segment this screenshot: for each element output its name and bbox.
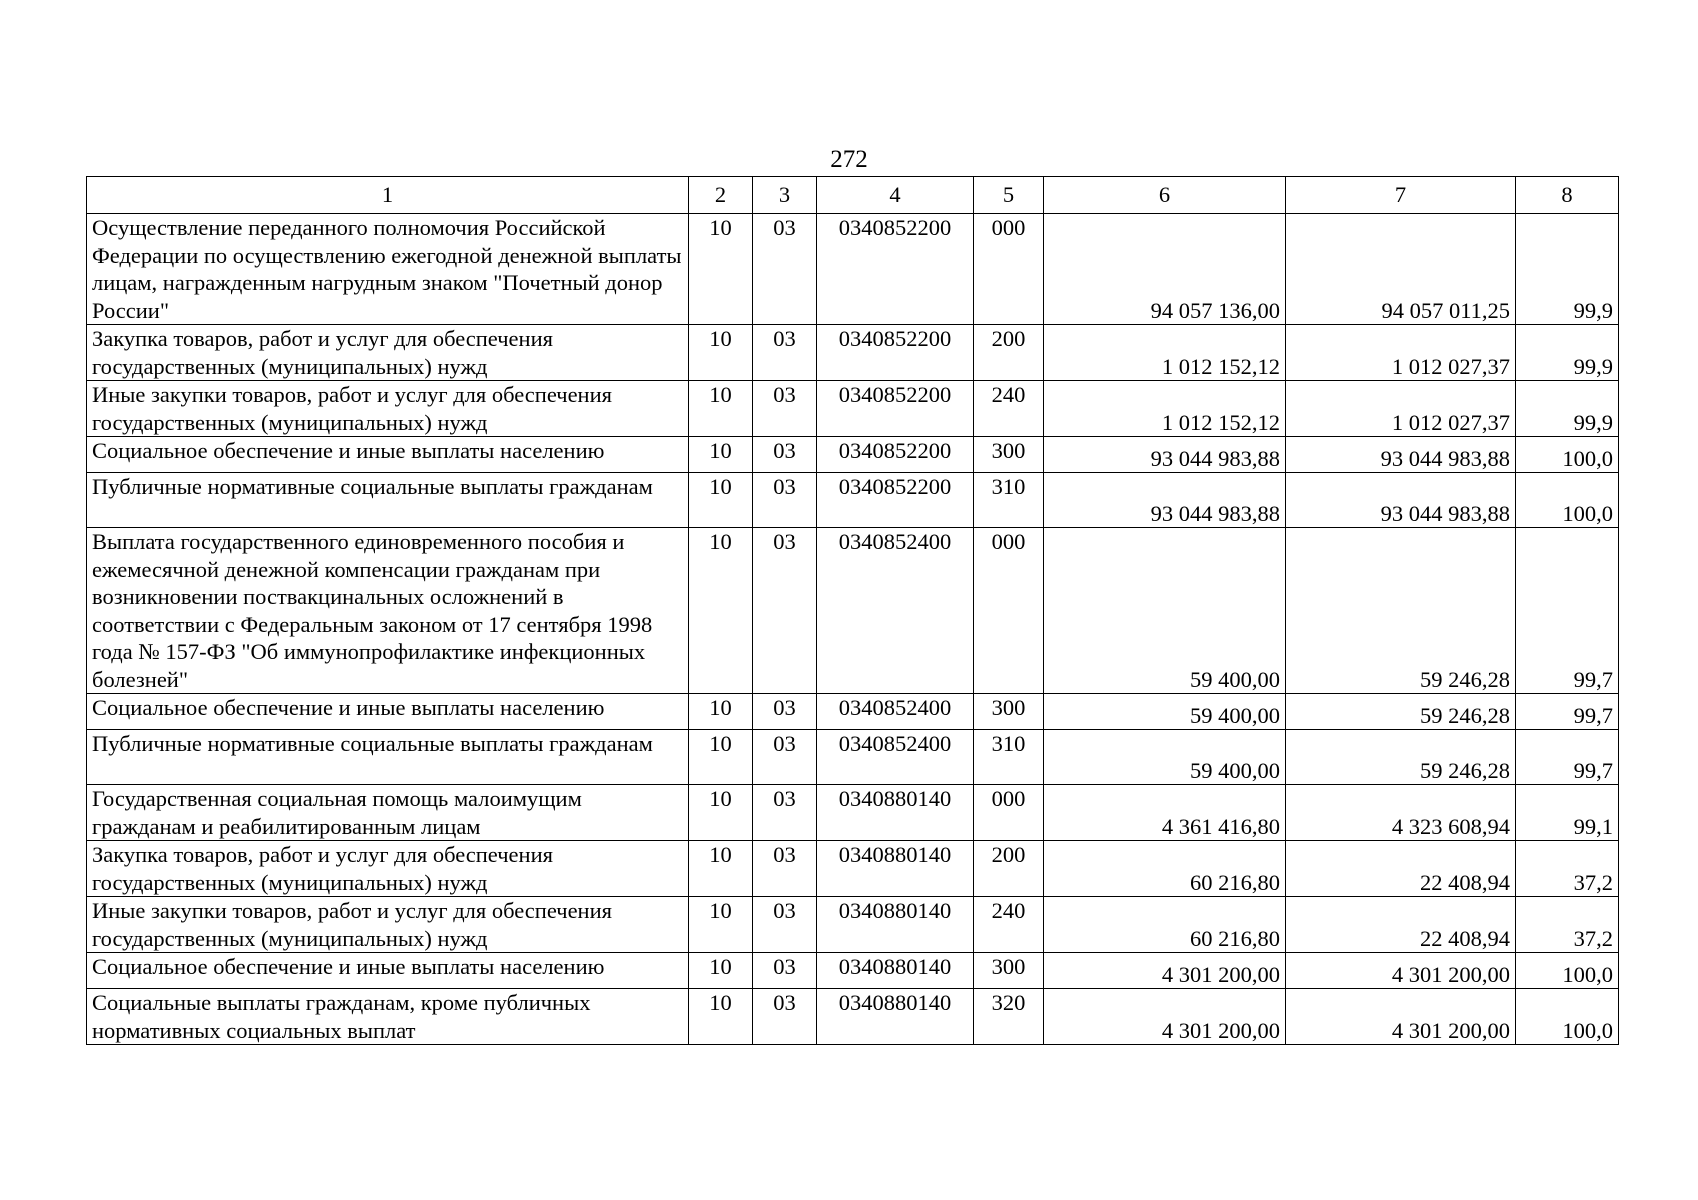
execution-percent-cell: 37,2: [1516, 841, 1619, 897]
section-code-cell: 10: [689, 694, 753, 730]
section-code-cell: 10: [689, 528, 753, 694]
section-code-cell: 10: [689, 730, 753, 785]
target-article-cell: 0340852200: [817, 325, 974, 381]
table-row: [87, 841, 1619, 897]
table-row: [87, 214, 1619, 325]
planned-amount-cell: 59 400,00: [1044, 528, 1286, 694]
execution-percent-cell: 100,0: [1516, 953, 1619, 989]
table-row: [87, 325, 1619, 381]
executed-amount-cell: 22 408,94: [1286, 841, 1516, 897]
subsection-code-cell: 03: [753, 437, 817, 473]
subsection-code-cell: 03: [753, 785, 817, 841]
planned-amount-cell: 4 301 200,00: [1044, 953, 1286, 989]
target-article-cell: 0340852400: [817, 528, 974, 694]
section-code-cell: 10: [689, 214, 753, 325]
expense-type-cell: 310: [974, 730, 1044, 785]
subsection-code-cell: 03: [753, 325, 817, 381]
table-row: [87, 730, 1619, 785]
table-row: [87, 381, 1619, 437]
planned-amount-cell: 4 301 200,00: [1044, 989, 1286, 1045]
execution-percent-cell: 99,9: [1516, 214, 1619, 325]
planned-amount-cell: 60 216,80: [1044, 897, 1286, 953]
executed-amount-cell: 22 408,94: [1286, 897, 1516, 953]
table-row: [87, 473, 1619, 528]
target-article-cell: 0340852200: [817, 381, 974, 437]
section-code-cell: 10: [689, 437, 753, 473]
expense-type-cell: 000: [974, 785, 1044, 841]
column-header: 2: [689, 177, 753, 214]
subsection-code-cell: 03: [753, 694, 817, 730]
expense-type-cell: 200: [974, 841, 1044, 897]
subsection-code-cell: 03: [753, 473, 817, 528]
column-number-row: [87, 177, 1619, 214]
executed-amount-cell: 4 301 200,00: [1286, 989, 1516, 1045]
expense-type-cell: 000: [974, 214, 1044, 325]
table-row: [87, 437, 1619, 473]
section-code-cell: 10: [689, 841, 753, 897]
executed-amount-cell: 94 057 011,25: [1286, 214, 1516, 325]
target-article-cell: 0340880140: [817, 785, 974, 841]
expense-type-cell: 300: [974, 953, 1044, 989]
expense-type-cell: 310: [974, 473, 1044, 528]
subsection-code-cell: 03: [753, 528, 817, 694]
planned-amount-cell: 93 044 983,88: [1044, 437, 1286, 473]
page-number: 272: [830, 146, 868, 173]
expense-type-cell: 240: [974, 381, 1044, 437]
table-row: [87, 953, 1619, 989]
expense-type-cell: 000: [974, 528, 1044, 694]
section-code-cell: 10: [689, 785, 753, 841]
subsection-code-cell: 03: [753, 989, 817, 1045]
section-code-cell: 10: [689, 897, 753, 953]
column-header: 8: [1516, 177, 1619, 214]
target-article-cell: 0340880140: [817, 989, 974, 1045]
section-code-cell: 10: [689, 953, 753, 989]
expense-type-cell: 200: [974, 325, 1044, 381]
executed-amount-cell: 59 246,28: [1286, 730, 1516, 785]
execution-percent-cell: 100,0: [1516, 989, 1619, 1045]
executed-amount-cell: 93 044 983,88: [1286, 473, 1516, 528]
row-name-cell: Иные закупки товаров, работ и услуг для обеспечения государственных (муниципальных) нужд: [87, 381, 689, 437]
column-header: 6: [1044, 177, 1286, 214]
target-article-cell: 0340880140: [817, 953, 974, 989]
executed-amount-cell: 1 012 027,37: [1286, 381, 1516, 437]
budget-table: [86, 176, 1619, 1045]
row-name-cell: Социальные выплаты гражданам, кроме публичных нормативных социальных выплат: [87, 989, 689, 1045]
column-header: 3: [753, 177, 817, 214]
execution-percent-cell: 99,7: [1516, 694, 1619, 730]
expense-type-cell: 300: [974, 694, 1044, 730]
target-article-cell: 0340852400: [817, 694, 974, 730]
executed-amount-cell: 4 301 200,00: [1286, 953, 1516, 989]
row-name-cell: Социальное обеспечение и иные выплаты населению: [87, 437, 689, 473]
executed-amount-cell: 93 044 983,88: [1286, 437, 1516, 473]
target-article-cell: 0340880140: [817, 897, 974, 953]
execution-percent-cell: 37,2: [1516, 897, 1619, 953]
planned-amount-cell: 94 057 136,00: [1044, 214, 1286, 325]
expense-type-cell: 320: [974, 989, 1044, 1045]
row-name-cell: Публичные нормативные социальные выплаты гражданам: [87, 473, 689, 528]
row-name-cell: Иные закупки товаров, работ и услуг для обеспечения государственных (муниципальных) нужд: [87, 897, 689, 953]
row-name-cell: Осуществление переданного полномочия Российской Федерации по осуществлению ежегодной денежной выплаты лицам, награжденным нагрудным знаком "Почетный донор России": [87, 214, 689, 325]
table-row: [87, 785, 1619, 841]
row-name-cell: Государственная социальная помощь малоимущим гражданам и реабилитированным лицам: [87, 785, 689, 841]
target-article-cell: 0340852400: [817, 730, 974, 785]
execution-percent-cell: 100,0: [1516, 437, 1619, 473]
table-row: [87, 989, 1619, 1045]
row-name-cell: Выплата государственного единовременного пособия и ежемесячной денежной компенсации гражданам при возникновении поствакцинальных осложнений в соответствии с Федеральным законом от 17 сентября 1998 года № 157-ФЗ "Об иммунопрофилактике инфекционных болезней": [87, 528, 689, 694]
subsection-code-cell: 03: [753, 953, 817, 989]
row-name-cell: Социальное обеспечение и иные выплаты населению: [87, 694, 689, 730]
column-header: 7: [1286, 177, 1516, 214]
execution-percent-cell: 99,9: [1516, 325, 1619, 381]
column-header: 5: [974, 177, 1044, 214]
table-row: [87, 694, 1619, 730]
subsection-code-cell: 03: [753, 841, 817, 897]
section-code-cell: 10: [689, 325, 753, 381]
expense-type-cell: 240: [974, 897, 1044, 953]
executed-amount-cell: 4 323 608,94: [1286, 785, 1516, 841]
subsection-code-cell: 03: [753, 381, 817, 437]
target-article-cell: 0340852200: [817, 473, 974, 528]
table-row: [87, 528, 1619, 694]
column-header: 1: [87, 177, 689, 214]
execution-percent-cell: 99,9: [1516, 381, 1619, 437]
row-name-cell: Социальное обеспечение и иные выплаты населению: [87, 953, 689, 989]
planned-amount-cell: 4 361 416,80: [1044, 785, 1286, 841]
planned-amount-cell: 60 216,80: [1044, 841, 1286, 897]
target-article-cell: 0340852200: [817, 437, 974, 473]
planned-amount-cell: 59 400,00: [1044, 730, 1286, 785]
planned-amount-cell: 59 400,00: [1044, 694, 1286, 730]
section-code-cell: 10: [689, 473, 753, 528]
table-row: [87, 897, 1619, 953]
target-article-cell: 0340880140: [817, 841, 974, 897]
row-name-cell: Закупка товаров, работ и услуг для обеспечения государственных (муниципальных) нужд: [87, 841, 689, 897]
planned-amount-cell: 1 012 152,12: [1044, 325, 1286, 381]
execution-percent-cell: 99,1: [1516, 785, 1619, 841]
section-code-cell: 10: [689, 381, 753, 437]
row-name-cell: Публичные нормативные социальные выплаты гражданам: [87, 730, 689, 785]
row-name-cell: Закупка товаров, работ и услуг для обеспечения государственных (муниципальных) нужд: [87, 325, 689, 381]
executed-amount-cell: 59 246,28: [1286, 528, 1516, 694]
execution-percent-cell: 99,7: [1516, 730, 1619, 785]
target-article-cell: 0340852200: [817, 214, 974, 325]
execution-percent-cell: 100,0: [1516, 473, 1619, 528]
expense-type-cell: 300: [974, 437, 1044, 473]
planned-amount-cell: 1 012 152,12: [1044, 381, 1286, 437]
subsection-code-cell: 03: [753, 897, 817, 953]
section-code-cell: 10: [689, 989, 753, 1045]
executed-amount-cell: 59 246,28: [1286, 694, 1516, 730]
subsection-code-cell: 03: [753, 214, 817, 325]
column-header: 4: [817, 177, 974, 214]
planned-amount-cell: 93 044 983,88: [1044, 473, 1286, 528]
subsection-code-cell: 03: [753, 730, 817, 785]
execution-percent-cell: 99,7: [1516, 528, 1619, 694]
executed-amount-cell: 1 012 027,37: [1286, 325, 1516, 381]
